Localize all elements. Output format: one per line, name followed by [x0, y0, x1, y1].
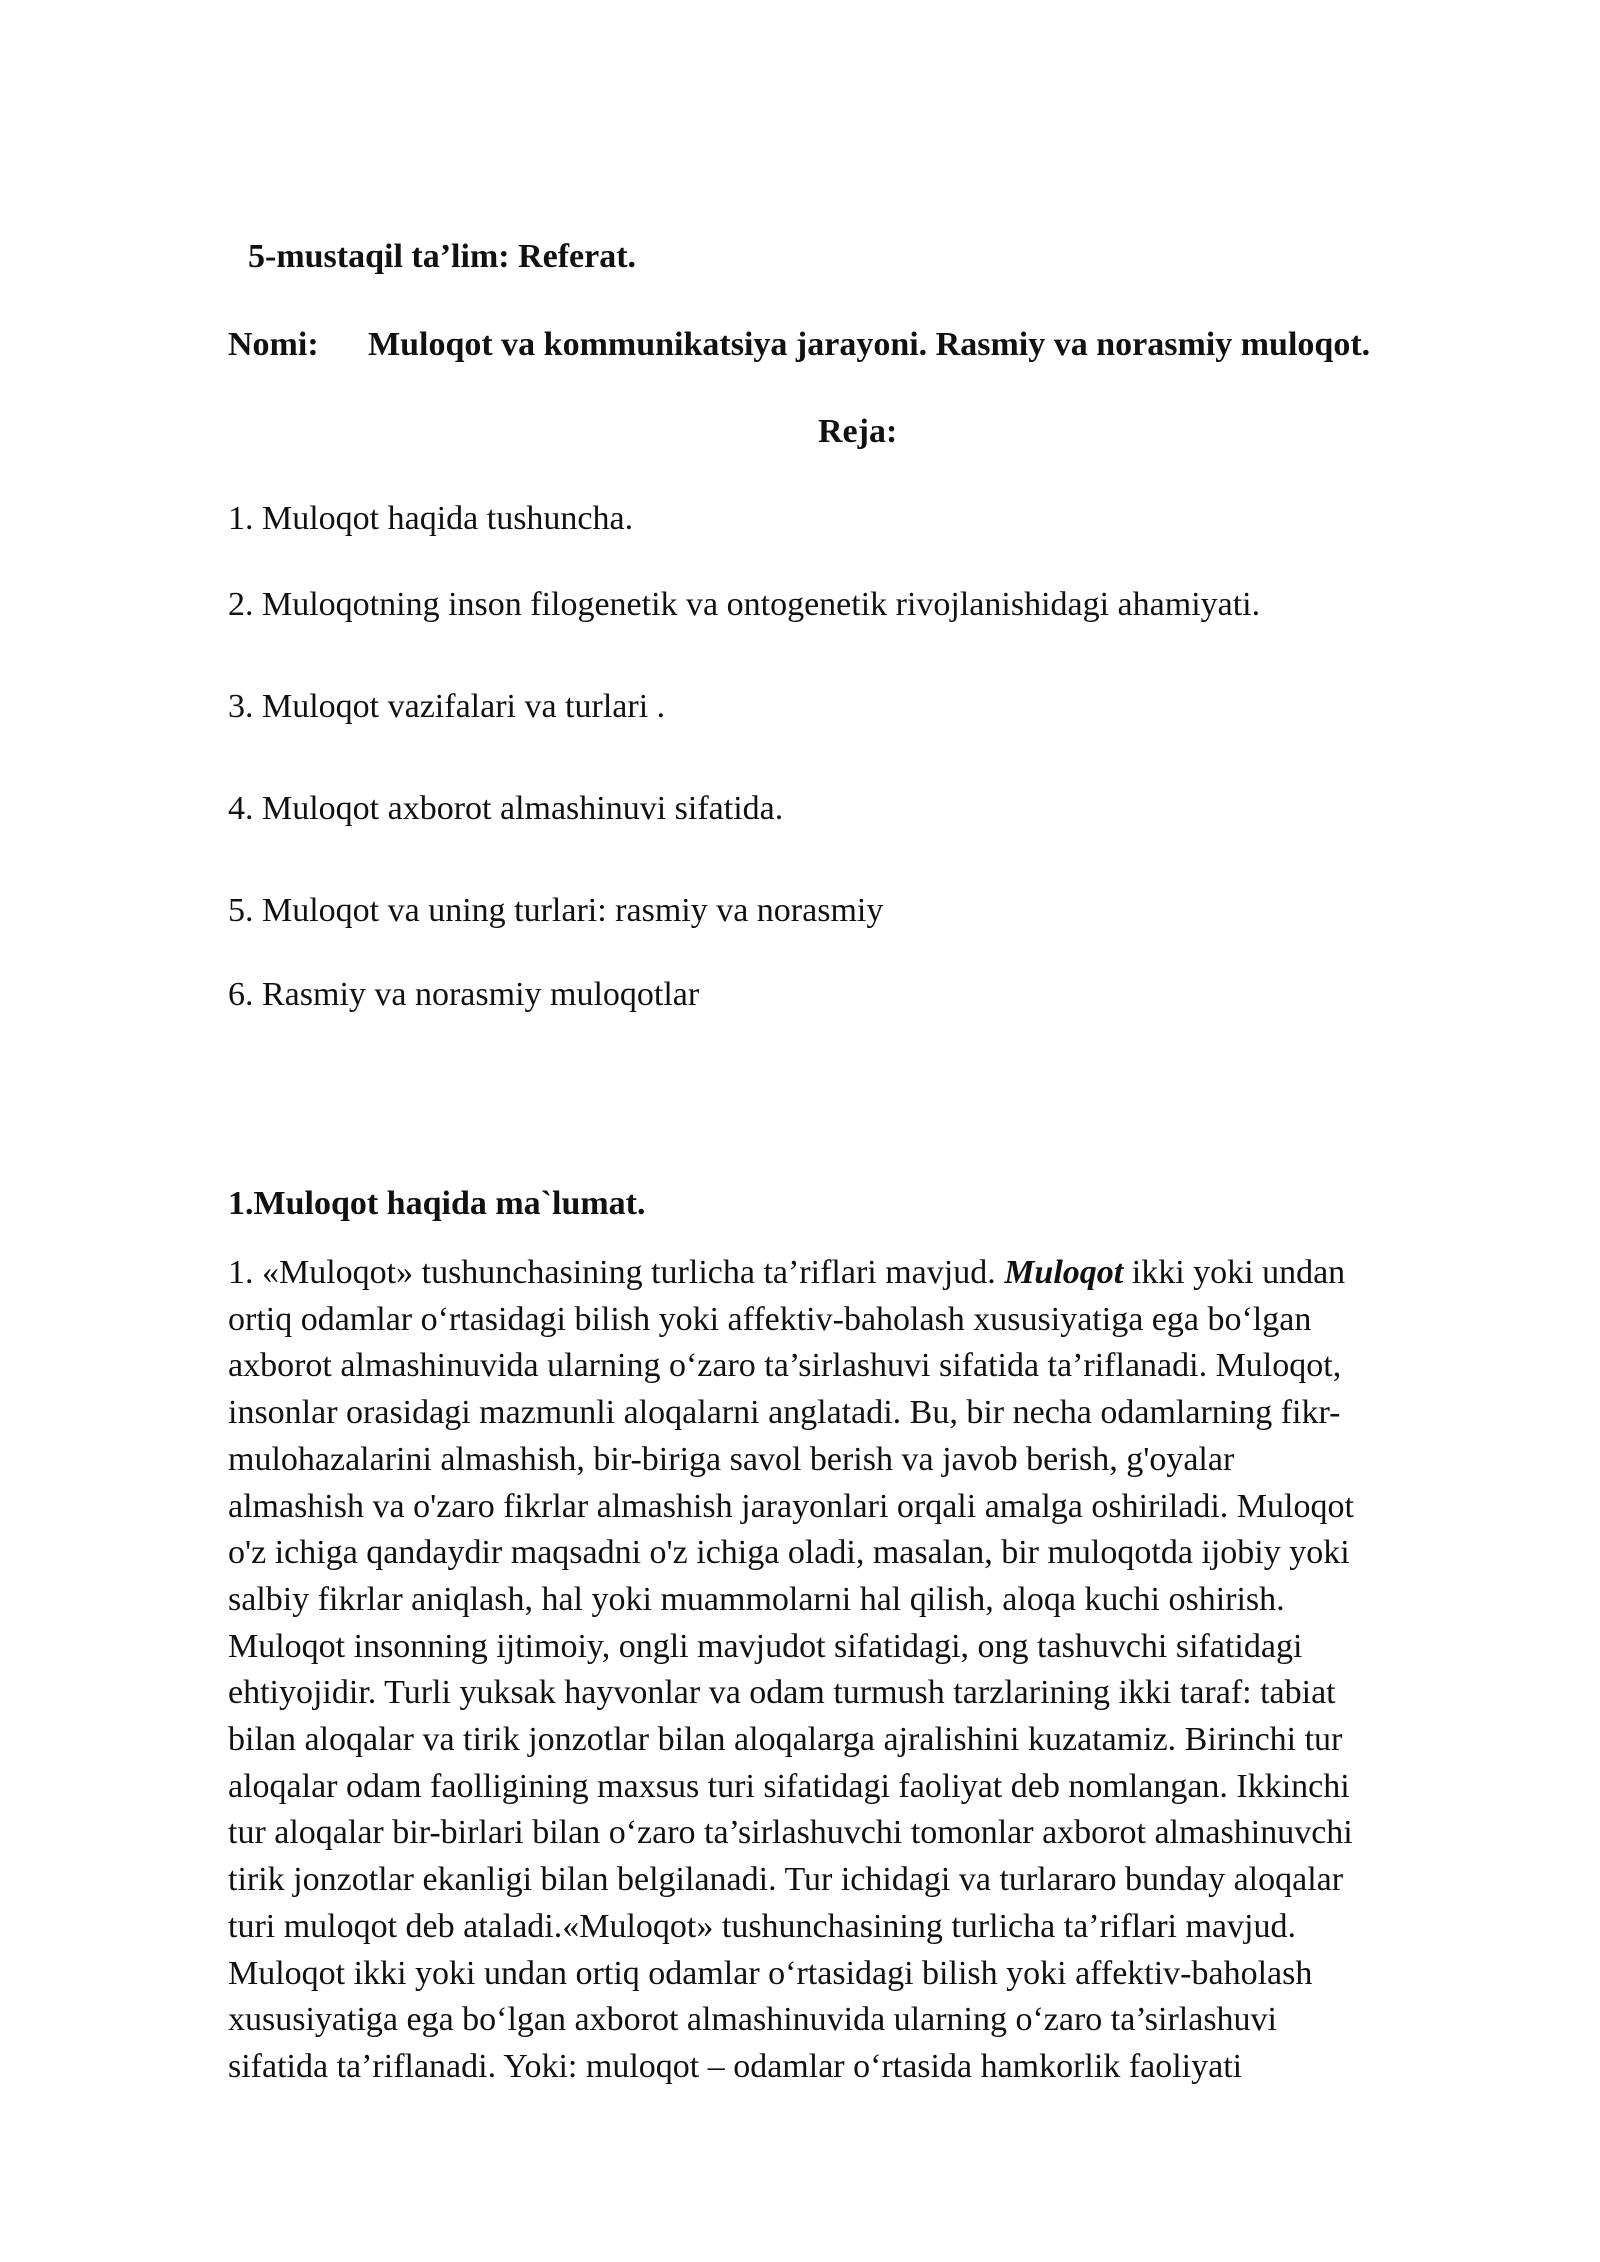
plan-title: Reja:: [818, 413, 898, 450]
plan-item: 4. Muloqot axborot almashinuvi sifatida.: [228, 790, 784, 827]
paragraph-line: salbiy fikrlar aniqlash, hal yoki muammolarni hal qilish, aloqa kuchi oshirish.: [228, 1580, 1285, 1618]
document-header-title: 5-mustaqil ta’lim: Referat.: [248, 238, 637, 275]
paragraph-line: ehtiyojidir. Turli yuksak hayvonlar va odam turmush tarzlarining ikki taraf: tabiat: [228, 1674, 1336, 1712]
body-paragraph: [228, 1250, 1488, 2091]
paragraph-line: Muloqot insonning ijtimoiy, ongli mavjudot sifatidagi, ong tashuvchi sifatidagi: [228, 1627, 1303, 1665]
plan-item: 6. Rasmiy va norasmiy muloqotlar: [228, 976, 700, 1013]
emphasized-term: Muloqot: [1004, 1254, 1124, 1291]
paragraph-line: almashish va o'zaro fikrlar almashish jarayonlari orqali amalga oshiriladi. Muloqot: [228, 1487, 1354, 1525]
paragraph-line: o'z ichiga qandaydir maqsadni o'z ichiga oladi, masalan, bir muloqotda ijobiy yoki: [228, 1534, 1350, 1572]
paragraph-line: Muloqot ikki yoki undan ortiq odamlar o‘rtasidagi bilish yoki affektiv-baholash: [228, 1954, 1313, 1992]
paragraph-line: ortiq odamlar o‘rtasidagi bilish yoki affektiv-baholash xususiyatiga ega bo‘lgan: [228, 1300, 1312, 1338]
paragraph-line: tur aloqalar bir-birlari bilan o‘zaro ta’sirlashuvchi tomonlar axborot almashinuvchi: [228, 1814, 1353, 1852]
paragraph-line: aloqalar odam faolligining maxsus turi sifatidagi faoliyat deb nomlangan. Ikkinchi: [228, 1767, 1350, 1805]
paragraph-line-start: 1. «Muloqot» tushunchasining turlicha ta’riflari mavjud.: [228, 1254, 1005, 1291]
paragraph-line: xususiyatiga ega bo‘lgan axborot almashinuvida ularning o‘zaro ta’sirlashuvi: [228, 2001, 1278, 2039]
paragraph-line: turi muloqot deb ataladi.«Muloqot» tushunchasining turlicha ta’riflari mavjud.: [228, 1907, 1296, 1945]
paragraph-line: [228, 1250, 1488, 1297]
paragraph-line: mulohazalarini almashish, bir-biriga savol berish va javob berish, g'oyalar: [228, 1440, 1235, 1478]
paragraph-line: sifatida ta’riflanadi. Yoki: muloqot – odamlar o‘rtasida hamkorlik faoliyati: [228, 2047, 1243, 2085]
paragraph-line: axborot almashinuvida ularning o‘zaro ta’sirlashuvi sifatida ta’riflanadi. Muloqot,: [228, 1347, 1342, 1385]
name-label: Nomi:: [228, 326, 319, 363]
plan-item: 5. Muloqot va uning turlari: rasmiy va norasmiy: [228, 892, 884, 929]
paragraph-line-end: ikki yoki undan: [1123, 1254, 1346, 1291]
section-heading: 1.Muloqot haqida ma`lumat.: [228, 1185, 646, 1222]
plan-item: 3. Muloqot vazifalari va turlari .: [228, 688, 666, 725]
paragraph-line: bilan aloqalar va tirik jonzotlar bilan aloqalarga ajralishini kuzatamiz. Birinchi tur: [228, 1721, 1343, 1759]
name-value: Muloqot va kommunikatsiya jarayoni. Rasmiy va norasmiy muloqot.: [368, 326, 1371, 363]
plan-item: 1. Muloqot haqida tushuncha.: [228, 500, 634, 537]
plan-item: 2. Muloqotning inson filogenetik va ontogenetik rivojlanishidagi ahamiyati.: [228, 586, 1261, 623]
paragraph-line: tirik jonzotlar ekanligi bilan belgilanadi. Tur ichidagi va turlararo bunday aloqalar: [228, 1861, 1344, 1899]
paragraph-line: insonlar orasidagi mazmunli aloqalarni anglatadi. Bu, bir necha odamlarning fikr-: [228, 1394, 1341, 1432]
document-name-line: [228, 326, 1370, 364]
